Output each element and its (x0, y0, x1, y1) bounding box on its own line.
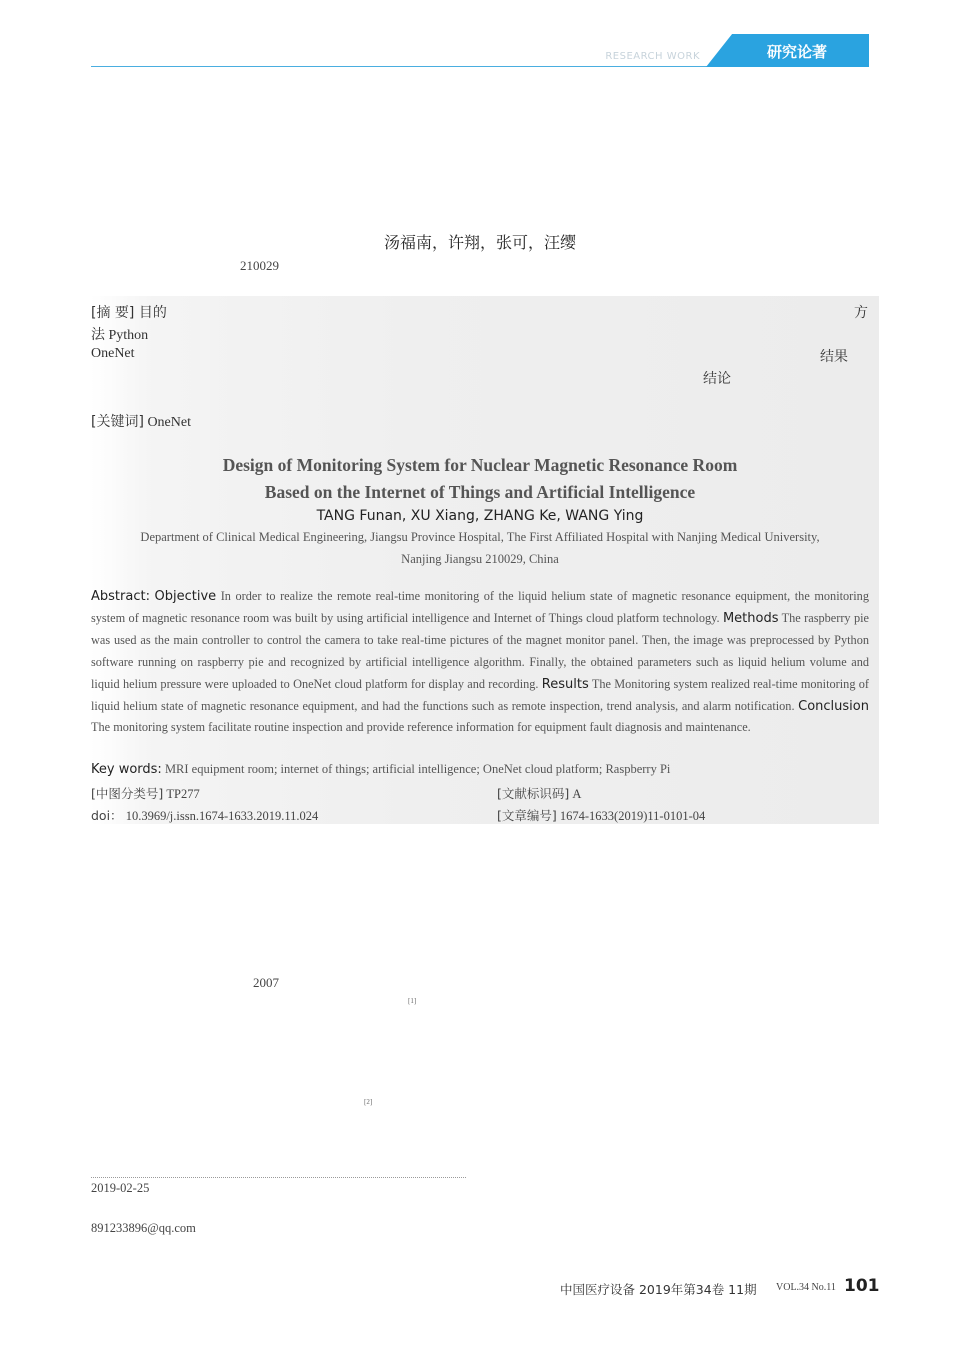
header-section-tag-en: RESEARCH WORK (605, 51, 700, 62)
abstract-en-methods-label: Methods (722, 610, 779, 626)
keywords-cn-label: [关键词] (91, 414, 144, 430)
authors-en: TANG Funan, XU Xiang, ZHANG Ke, WANG Ying (316, 508, 644, 524)
keywords-en (91, 762, 869, 777)
abstract-cn-objective: 目的 (138, 305, 167, 321)
header-section-tag-cn: 研究论著 (766, 43, 827, 61)
abstract-cn-method-line (91, 324, 148, 344)
keywords-cn-value: OneNet (147, 415, 191, 430)
keywords-cn (91, 411, 191, 431)
footer-volume: VOL.34 No.11 (776, 1282, 836, 1293)
abstract-en (91, 586, 869, 739)
abstract-en-results-text: The Monitoring system realized real-time monitoring of liquid helium state of magnetic resonance equipment, and had the functions such as remote inspection, trend analysis, and alarm notification. (91, 676, 870, 713)
document-code (497, 784, 581, 802)
abstract-cn-results: 结果 (820, 349, 848, 365)
affiliation-en-line1: Department of Clinical Medical Engineering, Jiangsu Province Hospital, The First Affiliated Hospital with Nanjing Medical University, (140, 530, 820, 544)
abstract-en-objective-label: Objective (154, 589, 217, 604)
citation-ref-1[interactable]: [1] (408, 997, 417, 1005)
abstract-en-methods-text: The raspberry pie was used as the main controller to control the camera to take real-time pictures of the magnet monitor panel. Then, the image was preprocessed by Python software running on raspberry pie and recognized by artificial intelligence algorithm. Finally, the obtained parameters such as liquid helium volume and liquid helium pressure were uploaded to OneNet cloud platform for display and recording. (91, 610, 869, 691)
author-email: 891233896@qq.com (91, 1221, 196, 1235)
abstract-cn-python: Python (108, 328, 149, 343)
article-number-value: 1674-1633(2019)11-0101-04 (559, 809, 706, 823)
keywords-en-value: MRI equipment room; internet of things; artificial intelligence; OneNet cloud platform; Raspberry Pi (164, 762, 671, 776)
doi-label: doi： (91, 808, 123, 823)
document-code-label: [文献标识码] (497, 786, 570, 801)
title-en-line2: Based on the Internet of Things and Artificial Intelligence (264, 482, 696, 502)
citation-ref-2[interactable]: [2] (364, 1098, 373, 1106)
abstract-en-conclusion-text: The monitoring system facilitate routine inspection and provide reference information for equipment fault diagnosis and maintenance. (91, 720, 751, 735)
affiliation-en-line2: Nanjing Jiangsu 210029, China (401, 552, 559, 566)
doi-value: 10.3969/j.issn.1674-1633.2019.11.024 (125, 809, 319, 823)
doi (91, 806, 318, 824)
footer-page-number: 101 (844, 1276, 880, 1296)
title-en-line1: Design of Monitoring System for Nuclear Magnetic Resonance Room (222, 455, 738, 475)
authors-cn: 汤福南，许翔，张可，汪缨 (383, 233, 576, 252)
received-date: 2019-02-25 (91, 1181, 150, 1195)
abstract-cn-onenet: OneNet (91, 346, 135, 361)
clc-number (91, 784, 200, 802)
abstract-en-results-label: Results (541, 676, 589, 692)
abstract-en-label: Abstract: (91, 589, 150, 604)
abstract-en-conclusion-label: Conclusion (798, 698, 869, 714)
keywords-en-label: Key words: (91, 762, 162, 777)
abstract-en-objective-text: In order to realize the remote real-time monitoring of the liquid helium state of magnetic resonance equipment, the monitoring system of magnetic resonance room was built by using artificial intelligence and Internet of Things cloud platform technology. (91, 589, 869, 625)
article-number-label: [文章编号] (497, 808, 557, 823)
abstract-cn-label: [摘 要] (91, 305, 135, 321)
body-year: 2007 (253, 975, 279, 990)
clc-value: TP277 (166, 787, 200, 801)
postcode: 210029 (240, 258, 279, 273)
clc-label: [中图分类号] (91, 786, 164, 801)
footnote-divider (91, 1177, 466, 1178)
abstract-cn-conclusion: 结论 (703, 371, 731, 387)
abstract-cn-label-group (91, 302, 167, 322)
article-number (497, 806, 705, 824)
abstract-cn-method-b: 法 (91, 327, 105, 343)
document-code-value: A (572, 787, 582, 801)
abstract-cn-method-a: 方 (854, 305, 868, 321)
footer-journal: 中国医疗设备 2019年第34卷 11期 (560, 1282, 757, 1297)
